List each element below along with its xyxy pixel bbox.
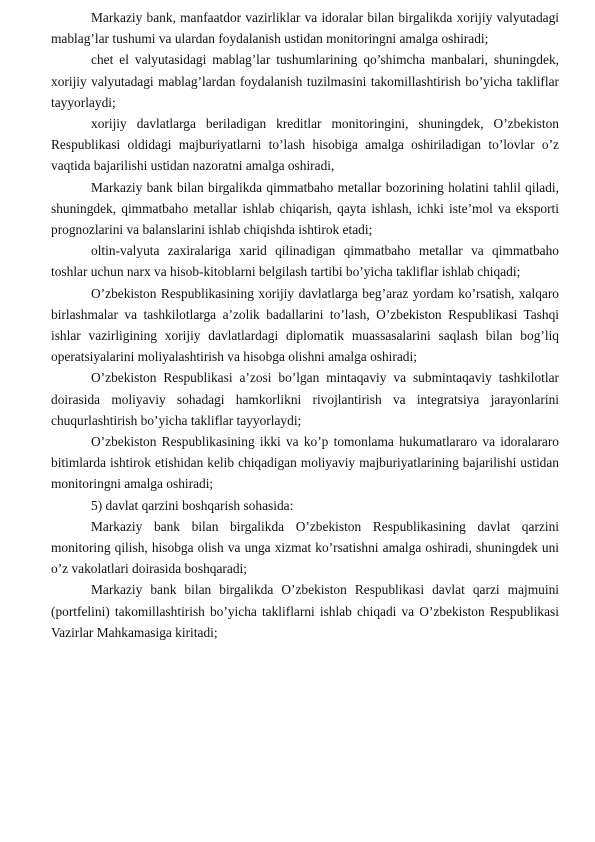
paragraph-state-debt-monitoring: Markaziy bank bilan birgalikda O’zbekiston Respublikasining davlat qarzini monitoring qilish, hisobga olish va unga xizmat ko’rsatishni amalga oshiradi, shuningdek uni o’z vakolatlari doirasida boshqaradi; <box>51 518 559 577</box>
paragraph-monitoring-foreign-currency: Markaziy bank, manfaatdor vazirliklar va idoralar bilan birgalikda xorijiy valyutadagi mablag’lar tushumi va ulardan foydalanish ustidan monitoringni amalga oshiradi; <box>51 10 559 47</box>
section-heading-state-debt: 5) davlat qarzini boshqarish sohasida: <box>91 497 294 513</box>
paragraph-regional-cooperation: O’zbekiston Respublikasi a’zosi bo’lgan mintaqaviy va submintaqaviy tashkilotlar doirasida moliyaviy sohadagi hamkorlikni rivojlantirish va integratsiya jarayonlarini chuqurlashtirish bo’yicha takliflar tayyorlaydi; <box>51 370 559 428</box>
paragraph-foreign-aid-financing: O’zbekiston Respublikasining xorijiy davlatlarga beg’araz yordam ko’rsatish, xalqaro birlashmalar va tashkilotlarga a’zolik badallarini to’lash, O’zbekiston Respublikasi Tashqi ishlar vazirligining xorijiy davlatlardagi diplomatik muassasalarini saqlash bilan bog’liq operatsiyalarini moliyalashtirish va hisobga olishni amalga oshiradi; <box>51 285 559 365</box>
paragraph-gold-reserves-pricing: oltin-valyuta zaxiralariga xarid qilinadigan qimmatbaho metallar va qimmatbaho toshlar uchun narx va hisob-kitoblarni belgilash tartibi bo’yicha takliflar ishlab chiqadi; <box>51 243 559 280</box>
paragraph-precious-metals-analysis: Markaziy bank bilan birgalikda qimmatbaho metallar bozorining holatini tahlil qiladi, shuningdek, qimmatbaho metallar ishlab chiqarish, qayta ishlash, ichki iste’mol va eksporti prognozlarini va balanslarini ishlab chiqishda ishtirok etadi; <box>51 179 559 238</box>
paragraph-additional-sources: chet el valyutasidagi mablag’lar tushumlarining qo’shimcha manbalari, shuningdek, xorijiy valyutadagi mablag’lardan foydalanish tuzilmasini takomillashtirish bo’yicha takliflar tayyorlaydi; <box>51 52 559 110</box>
paragraph-intergovernmental-obligations: O’zbekiston Respublikasining ikki va ko’p tomonlama hukumatlararo va idoralararo bitimlarda ishtirok etishidan kelib chiqadigan moliyaviy majburiyatlarining bajarilishi ustidan monitoringni amalga oshiradi; <box>51 434 559 492</box>
paragraph-credit-monitoring: xorijiy davlatlarga beriladigan kreditlar monitoringini, shuningdek, O’zbekiston Respublikasi oldidagi majburiyatlarni to’lash hisobiga amalga oshiriladigan to’lovlar o’z vaqtida bajarilishi ustidan nazoratni amalga oshiradi, <box>51 116 559 174</box>
paragraph-debt-portfolio: Markaziy bank bilan birgalikda O’zbekiston Respublikasi davlat qarzi majmuini (portfelini) takomillashtirish bo’yicha takliflarni ishlab chiqadi va O’zbekiston Respublikasi Vazirlar Mahkamasiga kiritadi; <box>51 582 559 640</box>
document-page <box>51 7 559 643</box>
